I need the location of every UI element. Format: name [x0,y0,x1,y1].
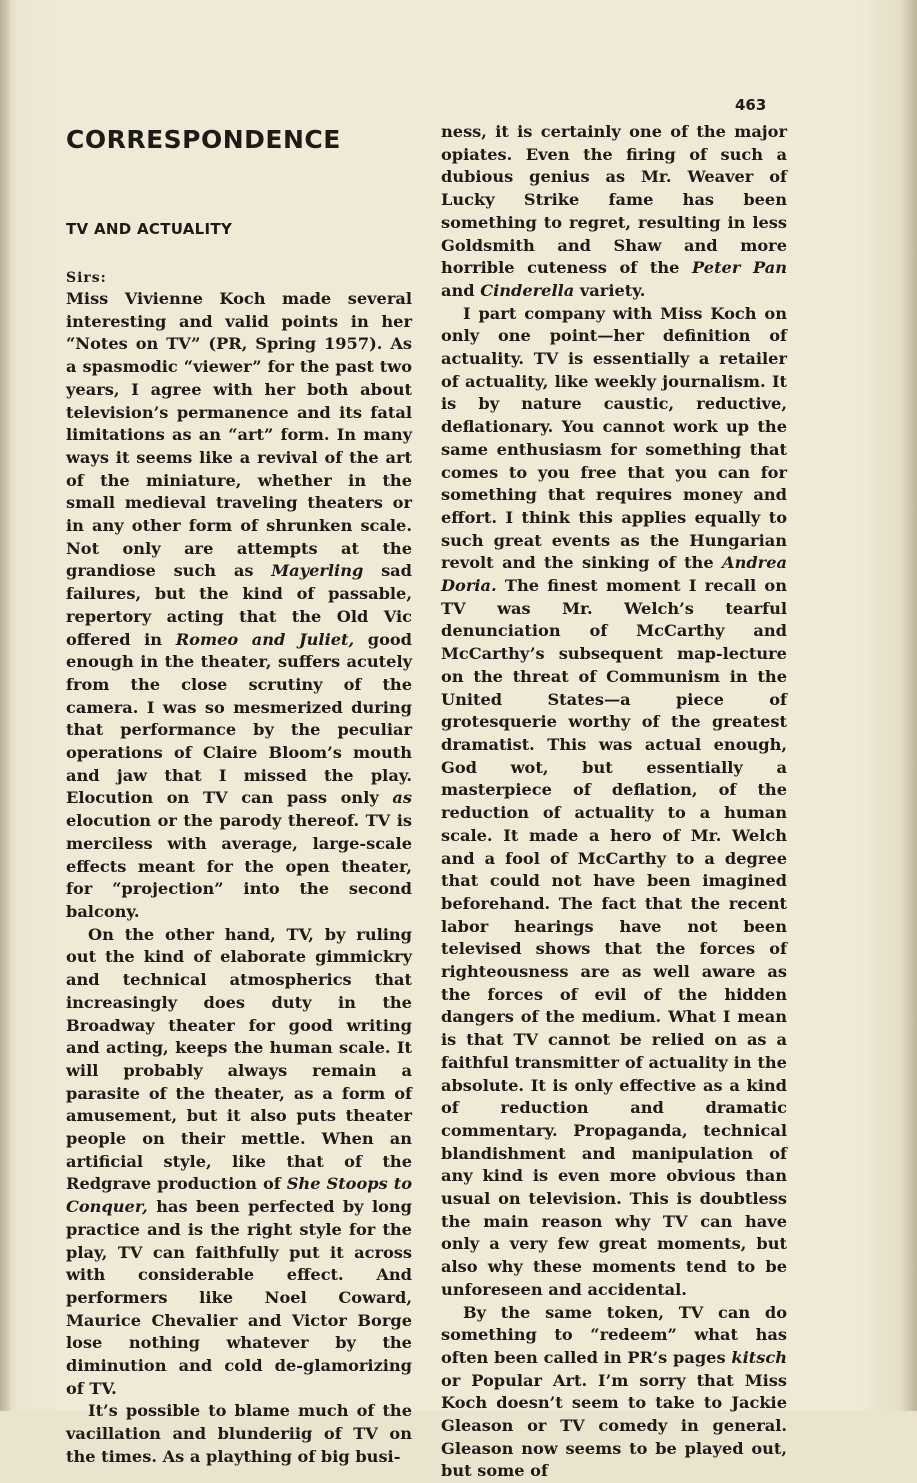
paragraph: On the other hand, TV, by ruling out the kind of elaborate gimmickry and technical atmospherics that increasingly does duty in the Broadway theater for good writing and acting, keeps the human scale. It will probably always remain a parasite of the theater, as a form of amusement, but it also puts theater people on their mettle. When an artificial style, like that of the Redgrave production of She Stoops to Conquer, has been perfected by long practice and is the right style for the play, TV can faithfully put it across with considerable effect. And performers like Noel Coward, Maurice Chevalier and Victor Borge lose nothing whatever by the diminution and cold de-glamorizing of TV. [66,924,413,1398]
paragraph: It’s possible to blame much of the vacillation and blunderiig of TV on the times. As a plaything of big busi- [66,1401,412,1466]
salutation: Sirs: [66,270,107,286]
paragraph: ness, it is certainly one of the major opiates. Even the firing of such a dubious genius as Mr. Weaver of Lucky Strike fame has been something to regret, resulting in less Goldsmith and Shaw and more horrible cuteness of the Peter Pan and Cinderella variety. [441,122,787,300]
paragraph: I part company with Miss Koch on only one point—her definition of actuality. TV is essentially a retailer of actuality, like weekly journalism. It is by nature caustic, reductive, deflationary. You cannot work up the same enthusiasm for something that comes to you free that you can for something that requires money and effort. I think this applies equally to such great events as the Hungarian revolt and the sinking of the Andrea Doria. The finest moment I recall on TV was Mr. Welch’s tearful denunciation of McCarthy and McCarthy’s subsequent map-lecture on the threat of Communism in the United States—a piece of grotesquerie worthy of the greatest dramatist. This was actual enough, God wot, but essentially a masterpiece of deflation, of the reduction of actuality to a human scale. It made a hero of Mr. Welch and a fool of McCarthy to a degree that could not have been imagined beforehand. The fact that the recent labor hearings have not been televised shows that the forces of righteousness are as well aware as the forces of evil of the hidden dangers of the medium. What I mean is that TV cannot be relied on as a faithful transmitter of actuality in the absolute. It is only effective as a kind of reduction and dramatic commentary. Propaganda, technical blandishment and manipulation of any kind is even more obvious than usual on television. This is doubtless the main reason why TV can have only a very few great moments, but also why these moments tend to be unforeseen and accidental. [441,303,787,1299]
article-title: TV AND ACTUALITY [66,220,233,238]
left-column [66,288,412,1469]
paragraph: By the same token, TV can do something to “redeem” what has often been called in PR’s pages kitsch or Popular Art. I’m sorry that Miss Koch doesn’t seem to take to Jackie Gleason or TV comedy in general. Gleason now seems to be played out, but some of [441,1302,787,1481]
page-gutter-shadow [0,0,10,1411]
section-title: CORRESPONDENCE [66,125,341,154]
page-number: 463 [735,96,767,114]
right-column [441,121,787,1483]
paragraph: Miss Vivienne Koch made several interesting and valid points in her “Notes on TV” (PR, Spring 1957). As a spasmodic “viewer” for the past two years, I agree with her both about television’s permanence and its fatal limitations as an “art” form. In many ways it seems like a revival of the art of the miniature, whether in the small medieval traveling theaters or in any other form of shrunken scale. Not only are attempts at the grandiose such as Mayerling sad failures, but the kind of passable, repertory acting that the Old Vic offered in Romeo and Juliet, good enough in the theater, suffers acutely from the close scrutiny of the camera. I was so mesmerized during that performance by the peculiar operations of Claire Bloom’s mouth and jaw that I missed the play. Elocution on TV can pass only as elocution or the parody thereof. TV is merciless with average, large-scale effects meant for the open theater, for “projection” into the second balcony. [66,289,412,921]
page-edge-shadow [901,0,917,1411]
